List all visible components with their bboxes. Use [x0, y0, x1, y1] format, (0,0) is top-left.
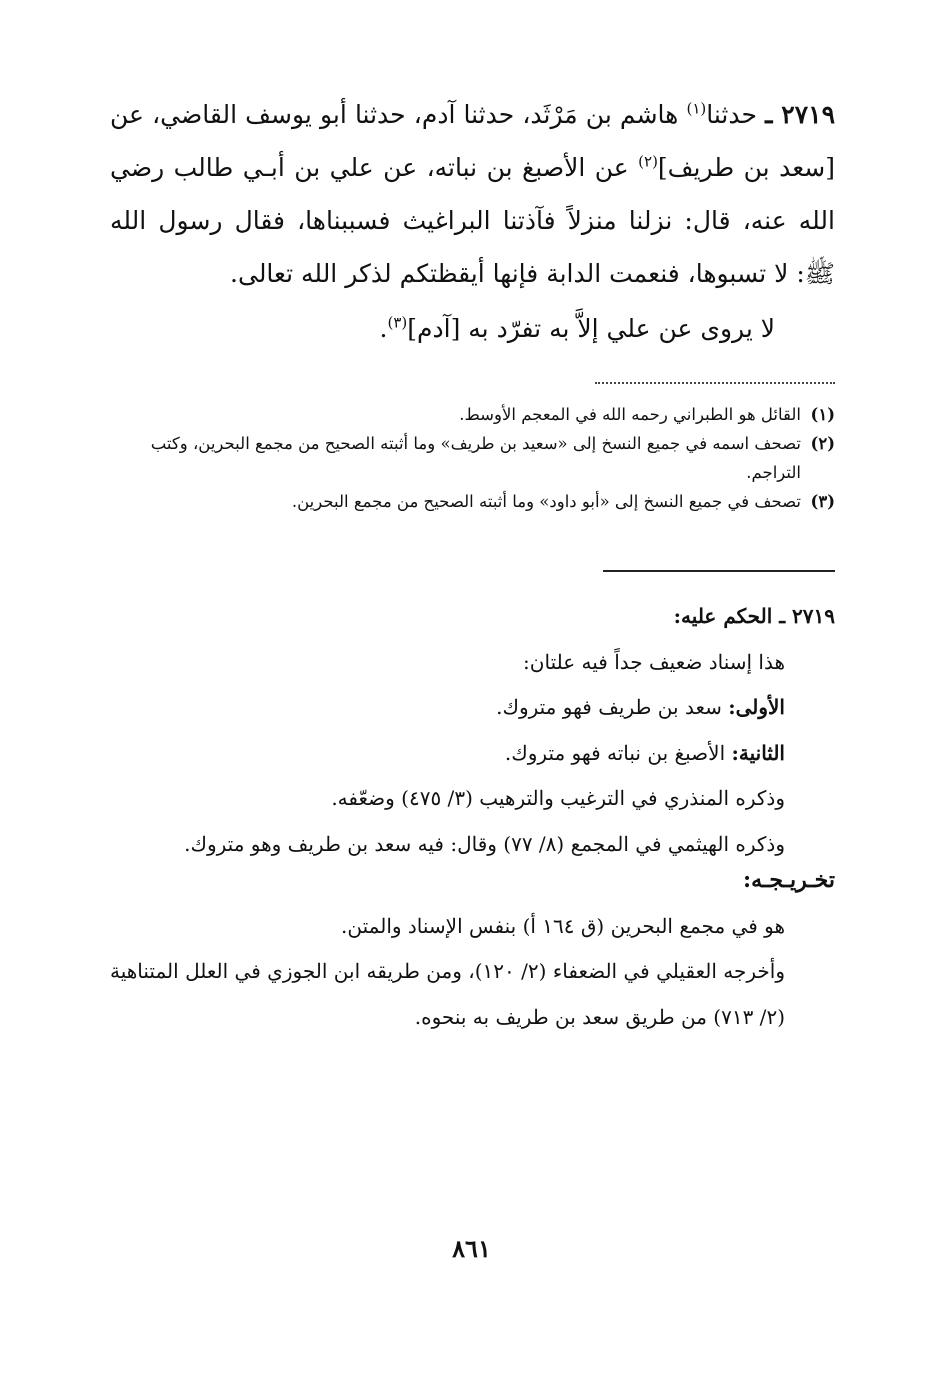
section-rule [603, 570, 835, 572]
hadith-part-3: عن الأصبغ بن نباته، عن علي بن أبـي طالب رضي الله عنه، قال: نزلنا منزلاً فآذتنا البراغيث فسببناها، فقال رسول الله ﷺ: لا تسبوها، فنعمت الدابة فإنها أيقظتكم لذكر الله تعالى. [110, 153, 835, 288]
ruling-line: وذكره الهيثمي في المجمع (٨/ ٧٧) وقال: فيه سعد بن طريف وهو متروك. [184, 831, 785, 856]
footnote-ref-1[interactable]: (١) [686, 99, 707, 118]
footnote-2 [110, 429, 835, 487]
footnote-text: تصحف اسمه في جميع النسخ إلى «سعيد بن طريف» وما أثبته الصحيح من مجمع البحرين، وكتب التراجم. [150, 434, 801, 482]
hadith-text [110, 88, 835, 355]
footnotes [110, 400, 835, 516]
hadith-part-2: هاشم بن مَرْثَد، حدثنا آدم، حدثنا أبو يوسف القاضي، عن [سعد بن طريف] [110, 100, 835, 182]
footnote-number: (١) [810, 405, 835, 424]
tabarani-note-end: . [379, 314, 388, 343]
ruling-line: وذكره المنذري في الترغيب والترهيب (٣/ ٤٧٥) وضعّفه. [331, 786, 785, 810]
footnote-text: تصحف في جميع النسخ إلى «أبو داود» وما أثبته الصحيح من مجمع البحرين. [291, 492, 801, 511]
takhrij-section [110, 858, 835, 1040]
tabarani-note-text: لا يروى عن علي إلاَّ به تفرّد به [آدم] [407, 314, 775, 343]
footnote-number: (٢) [810, 434, 835, 453]
ruling-section [110, 594, 835, 867]
first-text: سعد بن طريف فهو متروك. [496, 695, 729, 719]
footnote-1 [110, 400, 835, 429]
hadith-body [110, 88, 835, 300]
hadith-number: ٢٧١٩ ـ [765, 100, 836, 129]
footnote-ref-2[interactable]: (٢) [638, 152, 658, 171]
first-label: الأولى: [728, 695, 785, 719]
tabarani-note [110, 302, 835, 355]
ruling-heading: ٢٧١٩ ـ الحكم عليه: [673, 604, 835, 628]
ruling-line: هذا إسناد ضعيف جداً فيه علتان: [523, 649, 785, 674]
second-text: الأصبغ بن نباته فهو متروك. [504, 740, 732, 765]
ruling-second-defect [110, 731, 835, 777]
takhrij-line: وأخرجه العقيلي في الضعفاء (٢/ ١٢٠)، ومن طريقه ابن الجوزي في العلل المتناهية (٢/ ٧١٣) من طريق سعد بن طريف به بنحوه. [110, 959, 785, 1029]
takhrij-line: هو في مجمع البحرين (ق ١٦٤ أ) بنفس الإسناد والمتن. [341, 913, 785, 938]
takhrij-heading: تخـريـجـه: [742, 867, 835, 893]
dotted-separator [595, 372, 835, 384]
page-number: ٨٦١ [452, 1234, 491, 1263]
hadith-part-1: حدثنا [706, 100, 757, 129]
footnote-number: (٣) [810, 492, 835, 511]
ruling-first-defect [110, 685, 835, 731]
footnote-ref-3[interactable]: (٣) [387, 313, 408, 332]
second-label: الثانية: [731, 740, 785, 765]
footnote-text: القائل هو الطبراني رحمه الله في المعجم الأوسط. [459, 405, 801, 424]
footnote-3 [110, 487, 835, 516]
